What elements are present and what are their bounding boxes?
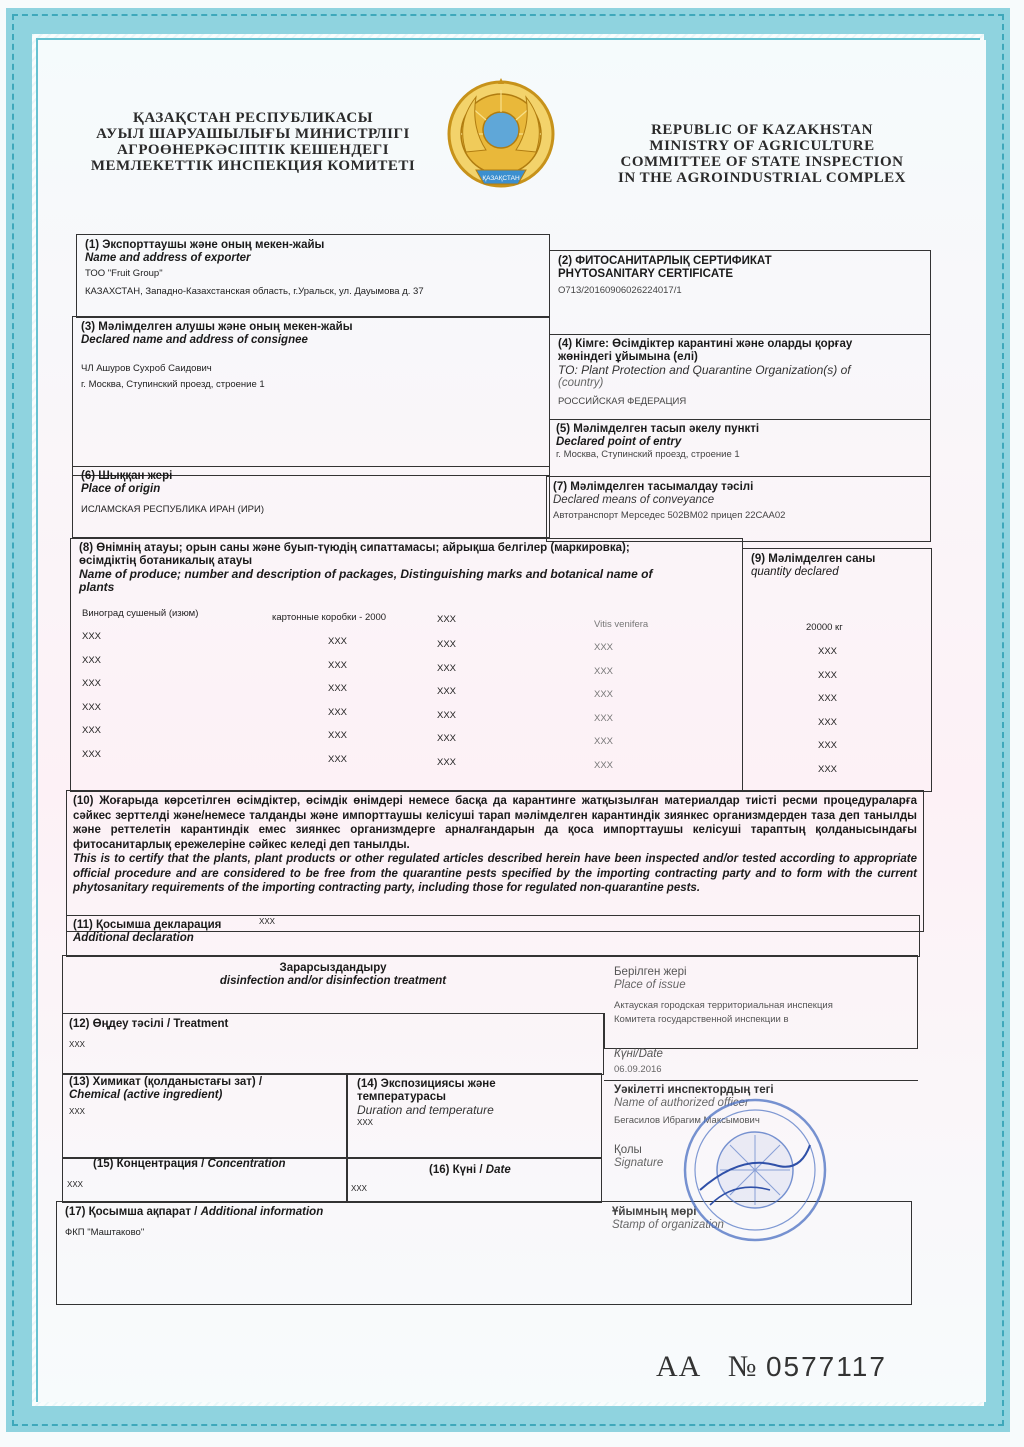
field-10-certification xyxy=(66,790,924,932)
chemical-value: XXX xyxy=(69,1107,86,1116)
filler-cell: XXX xyxy=(594,665,614,677)
treatment-label-en: disinfection and/or disinfection treatment xyxy=(219,975,447,987)
concentration-value: XXX xyxy=(67,1180,84,1189)
field-7-conveyance xyxy=(546,476,931,542)
field-label-en: quantity declared xyxy=(751,566,839,578)
field-label-en: TO: Plant Protection and Quarantine Organization(s) of xyxy=(558,363,851,377)
field-label-en: PHYTOSANITARY CERTIFICATE xyxy=(558,268,734,280)
entry-point-value: г. Москва, Ступинский проезд, строение 1 xyxy=(556,449,740,460)
treatment-value: XXX xyxy=(69,1040,86,1049)
field-16-date xyxy=(346,1157,602,1203)
issue-divider xyxy=(604,1080,918,1081)
field-label-en: Date xyxy=(485,1164,511,1176)
signature xyxy=(614,1144,663,1170)
field-label-kz: (13) Химикат (қолданыстағы зат) / xyxy=(69,1076,263,1088)
emblem-text: ҚАЗАҚСТАН xyxy=(482,175,520,182)
filler-cell: XXX xyxy=(328,636,348,647)
filler-cell: XXX xyxy=(82,654,102,666)
consignee-address: г. Москва, Ступинский проезд, строение 1 xyxy=(81,379,265,390)
field-label-en: Declared means of conveyance xyxy=(553,494,715,506)
filler-cell: XXX xyxy=(328,706,348,718)
header-kz-line: МЕМЛЕКЕТТІК ИНСПЕКЦИЯ КОМИТЕТІ xyxy=(90,158,416,174)
field-label-kz: Қолы xyxy=(614,1144,642,1156)
field-label-kz: (7) Мәлімделген тасымалдау тәсілі xyxy=(553,481,754,493)
field-label-en: Additional declaration xyxy=(73,932,194,944)
field-label-en: Additional information xyxy=(200,1206,324,1218)
place-of-issue xyxy=(614,966,910,1026)
field-label-en: Signature xyxy=(614,1157,664,1169)
filler-cell: XXX xyxy=(818,763,838,775)
filler-cell: XXX xyxy=(437,662,457,674)
filler-cell: XXX xyxy=(437,709,457,721)
filler-cell: XXX xyxy=(82,678,102,689)
field-label-kz: Ұйымның мөрі xyxy=(612,1206,697,1218)
field-label: (12) Өңдеу тәсілі / Treatment xyxy=(69,1018,229,1030)
field-label-kz: (15) Концентрация / xyxy=(93,1158,208,1170)
field-label-kz: (6) Шыққан жері xyxy=(81,470,173,482)
header-en-line: COMMITTEE OF STATE INSPECTION xyxy=(620,154,904,170)
filler-cell: XXX xyxy=(437,686,457,697)
field-label-en: Declared point of entry xyxy=(556,436,682,448)
filler-cell: XXX xyxy=(82,725,102,736)
additional-declaration-value: XXX xyxy=(259,917,276,926)
header-kz-line: ҚАЗАҚСТАН РЕСПУБЛИКАСЫ xyxy=(133,110,373,126)
field-label-kz: (17) Қосымша ақпарат / xyxy=(65,1206,201,1218)
field-6-origin xyxy=(72,466,550,538)
additional-info-value: ФКП "Маштаково" xyxy=(65,1227,145,1238)
conveyance-value: Автотранспорт Мерседес 502ВМ02 прицеп 22САА02 xyxy=(553,510,786,521)
state-emblem-icon xyxy=(446,72,556,202)
field-label-en: plants xyxy=(79,580,115,594)
filler-cell: XXX xyxy=(328,730,348,741)
header-kz xyxy=(88,110,418,174)
filler-cell: XXX xyxy=(818,740,838,751)
field-12-treatment xyxy=(62,1013,604,1075)
field-label-en: Place of origin xyxy=(81,483,161,495)
field-label-en: Declared name and address of consignee xyxy=(81,334,308,346)
exporter-address: КАЗАХСТАН, Западно-Казахстанская область, г.Уральск, ул. Дауымова д. 37 xyxy=(85,286,424,297)
field-label-kz: (1) Экспорттаушы және оның мекен-жайы xyxy=(85,239,325,251)
origin-value: ИСЛАМСКАЯ РЕСПУБЛИКА ИРАН (ИРИ) xyxy=(81,504,264,515)
field-label-kz: өсімдіктің ботаникалық атауы xyxy=(79,555,253,567)
officer-name: Бегасилов Ибрагим Максымович xyxy=(614,1115,760,1126)
field-label-kz: (9) Мәлімделген саны xyxy=(751,553,876,565)
field-label: Күні/Date xyxy=(614,1048,663,1060)
filler-cell: XXX xyxy=(818,669,838,681)
field-label-en: Name of produce; number and description of packages, Distinguishing marks and botanical name of xyxy=(79,567,653,581)
filler-cell: XXX xyxy=(818,693,838,704)
field-1-exporter xyxy=(76,234,550,318)
serial-no-sign: № xyxy=(727,1350,758,1383)
field-label-en: Place of issue xyxy=(614,979,686,991)
filler-cell: XXX xyxy=(818,716,838,728)
filler-cell: XXX xyxy=(437,639,457,650)
field-label-kz: (2) ФИТОСАНИТАРЛЫҚ СЕРТИФИКАТ xyxy=(558,255,772,267)
filler-cell: XXX xyxy=(328,683,348,694)
field-15-concentration xyxy=(62,1157,348,1203)
duration-value: XXX xyxy=(357,1118,374,1127)
certification-text-kz: (10) Жоғарыда көрсетілген өсімдіктер, өсімдік өнімдері немесе басқа да карантинге жатқызылған материалдар тиісті ресми процедураларға сәйкес зерттелді және/немесе талданды және импорттаушы келісуші тарап мәлімделген карантиндік зиянкес организмдерден таза деп танылды және реттелетін карантиндік емес зиянкес организмдерге арналғандарын да қоса импорттаушы келісуші тараптың қолданысындағы фитосанитарлық ережелеріне сәйкес келеді деп танылды. xyxy=(73,795,917,851)
field-label-en: (country) xyxy=(558,377,604,389)
issue-date xyxy=(614,1048,663,1076)
filler-cell: XXX xyxy=(82,631,102,642)
date-value: XXX xyxy=(351,1184,368,1193)
field-label-kz: (14) Экспозициясы және xyxy=(357,1078,496,1090)
consignee-name: ЧЛ Ашуров Сухроб Саидович xyxy=(81,363,212,374)
filler-cell: XXX xyxy=(818,646,838,657)
header-en-line: MINISTRY OF AGRICULTURE xyxy=(649,138,875,154)
destination-country: РОССИЙСКАЯ ФЕДЕРАЦИЯ xyxy=(558,396,687,407)
serial-series: АА xyxy=(656,1350,702,1383)
header-en-line: REPUBLIC OF KAZAKHSTAN xyxy=(651,122,873,138)
field-label-kz: (8) Өнімнің атауы; орын саны және буып-түюдің сипаттамасы; айрықша белгілер (маркировка); xyxy=(79,542,630,554)
place-of-issue-value: Актауская городская территориальная инспекция xyxy=(614,1000,833,1011)
place-of-issue-value: Комитета государственной инспекции в xyxy=(614,1014,789,1025)
field-label-en: Name and address of exporter xyxy=(85,252,251,264)
field-5-entry-point xyxy=(549,419,931,477)
field-label-en: Chemical (active ingredient) xyxy=(69,1089,223,1101)
exporter-name: ТОО "Fruit Group" xyxy=(85,268,163,279)
field-14-duration xyxy=(346,1073,602,1159)
field-label-en: Name of authorized officer xyxy=(614,1097,749,1109)
filler-cell: XXX xyxy=(437,733,457,744)
quantity-value: 20000 кг xyxy=(806,622,843,633)
filler-cell: XXX xyxy=(437,756,457,768)
produce-name: Виноград сушеный (изюм) xyxy=(82,608,199,619)
field-label-kz: (5) Мәлімделген тасып әкелу пункті xyxy=(556,423,760,435)
filler-cell: XXX xyxy=(594,642,614,653)
filler-cell: XXX xyxy=(328,753,348,765)
filler-cell: XXX xyxy=(328,659,348,671)
header-en xyxy=(612,122,912,186)
field-label-kz: (3) Мәлімделген алушы және оның мекен-жайы xyxy=(81,321,353,333)
field-label-en: Stamp of organization xyxy=(612,1219,724,1231)
botanical-name: Vitis venifera xyxy=(594,619,649,630)
field-label-kz: (11) Қосымша декларация xyxy=(73,919,222,931)
serial-num: 0577117 xyxy=(765,1351,887,1382)
field-label-kz: (16) Күні / xyxy=(429,1164,486,1176)
serial-number xyxy=(656,1350,887,1384)
treatment-label-kz: Зарарсыздандыру xyxy=(279,962,387,974)
field-label-kz: (4) Кімге: Өсімдіктер карантині және оларды қорғау xyxy=(558,338,853,350)
certification-text-en: This is to certify that the plants, plant products or other regulated articles described herein have been inspected and/or tested according to appropriate official procedure and are considered to be free from the quarantine pests specified by the importing contracting party and to form with the current phytosanitary requirements of the importing contracting party, including those for regulated non-quarantine pests. xyxy=(73,853,917,894)
field-label-en: Concentration xyxy=(207,1158,286,1170)
packages-description: картонные коробки - 2000 xyxy=(272,612,387,623)
field-label-en: Duration and temperature xyxy=(357,1103,494,1117)
filler-cell: XXX xyxy=(594,759,614,771)
header-kz-line: АУЫЛ ШАРУАШЫЛЫҒЫ МИНИСТРЛІГІ xyxy=(96,126,410,142)
filler-cell: XXX xyxy=(594,689,614,700)
issue-date-value: 06.09.2016 xyxy=(614,1064,662,1075)
field-3-consignee xyxy=(72,316,550,476)
filler-cell: XXX xyxy=(82,748,102,760)
filler-cell: XXX xyxy=(594,712,614,724)
field-label-kz: Берілген жері xyxy=(614,966,687,978)
header-kz-line: АГРОӨНЕРКӘСІПТІК КЕШЕНДЕГІ xyxy=(116,142,390,158)
official-seal-icon xyxy=(680,1095,830,1245)
field-4-destination xyxy=(549,334,931,420)
field-13-chemical xyxy=(62,1073,348,1159)
filler-cell: XXX xyxy=(594,736,614,747)
filler-cell: XXX xyxy=(82,701,102,713)
field-label-kz: жөніндегі ұйымына (елі) xyxy=(558,351,698,363)
field-label-kz: температурасы xyxy=(357,1091,446,1103)
field-8-produce xyxy=(70,538,743,792)
field-2-certificate xyxy=(549,250,931,335)
certificate-number: О713/20160906026224017/1 xyxy=(558,285,682,296)
field-label-kz: Уәкілетті инспектордың тегі xyxy=(614,1084,774,1096)
header-en-line: IN THE AGROINDUSTRIAL COMPLEX xyxy=(617,170,907,186)
field-11-additional-declaration xyxy=(66,915,920,957)
marks-value: XXX xyxy=(437,614,457,625)
